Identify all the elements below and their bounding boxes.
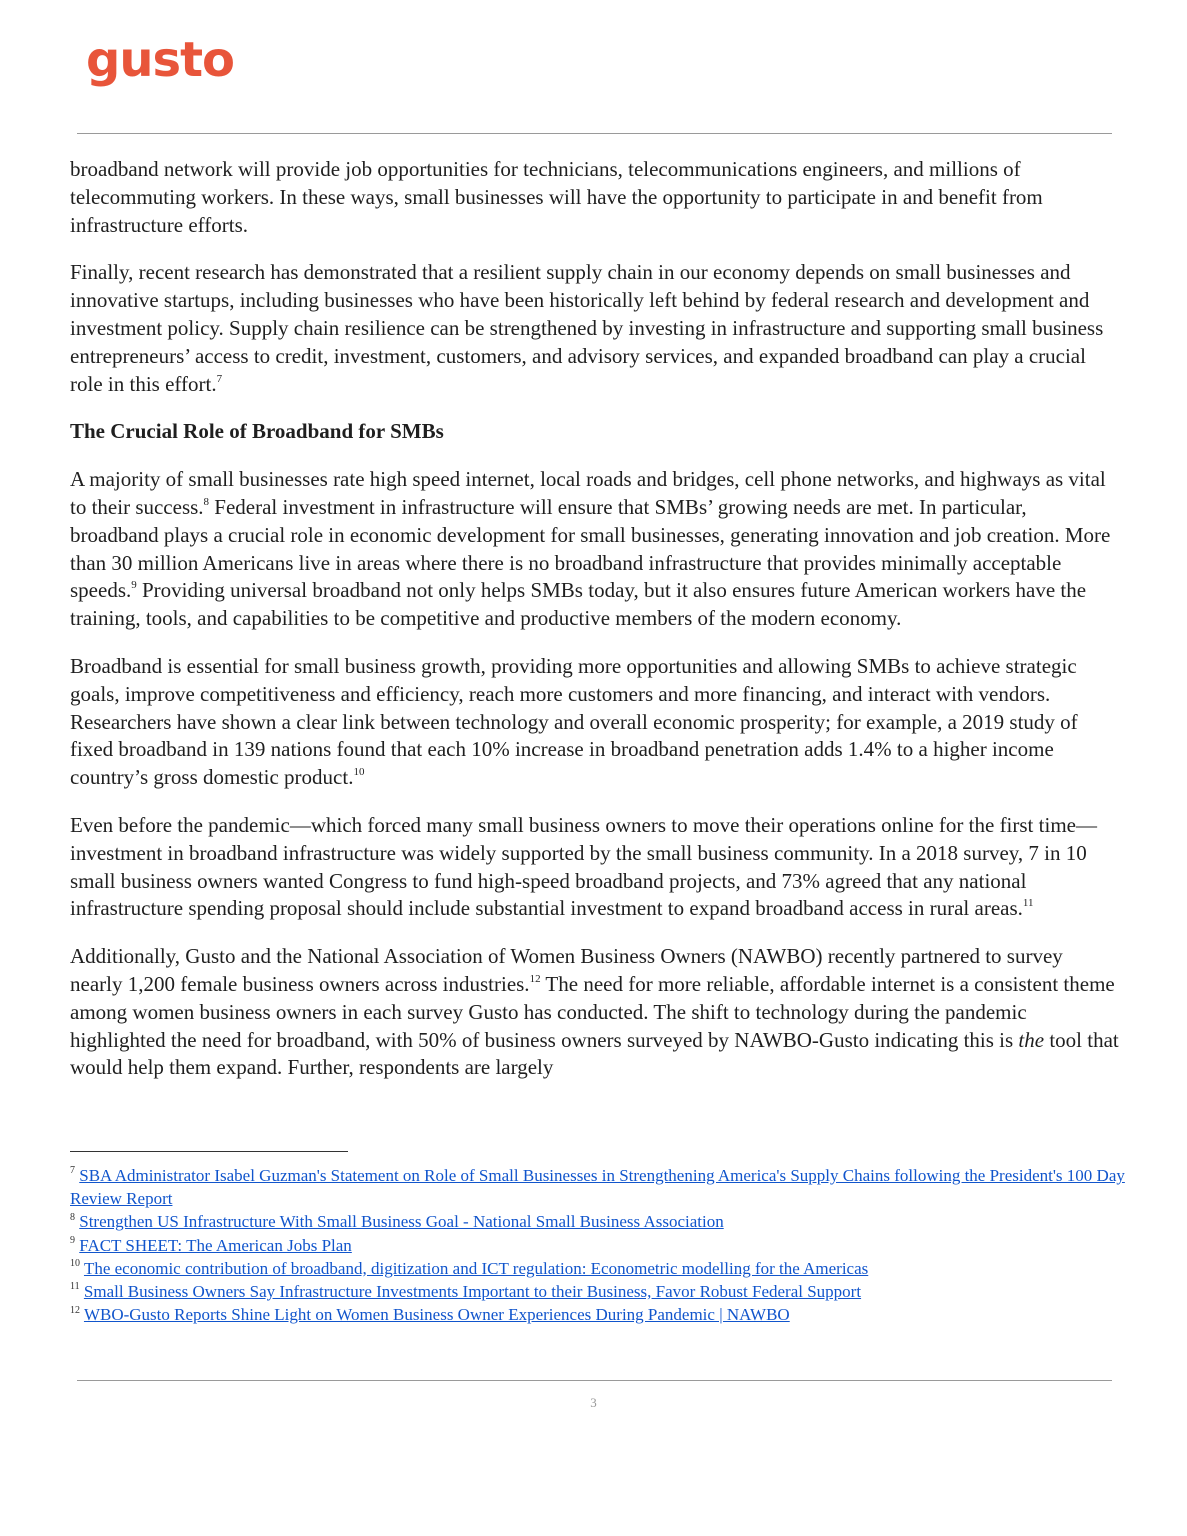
footnote-ref-9[interactable]: 9 bbox=[131, 579, 137, 592]
body-text bbox=[70, 156, 1120, 1102]
footnote-link-10[interactable]: The economic contribution of broadband, digitization and ICT regulation: Econometric modelling for the Americas bbox=[83, 1258, 869, 1278]
footnote-8: $^8$ Strengthen US Infrastructure With Small Business Goal - National Small Business Association bbox=[70, 1211, 724, 1232]
paragraph-2: Finally, recent research has demonstrated that a resilient supply chain in our economy depends on small businesses and innovative startups, including businesses who have been historically left behind by federal research and development and investment policy. Supply chain resilience can be strengthened by investing in infrastructure and supporting small business entrepreneurs’ access to credit, investment, customers, and advisory services, and expanded broadband can play a crucial role in this effort.$^7$ bbox=[70, 260, 1104, 396]
footer-divider bbox=[77, 1380, 1112, 1381]
footnote-link-11[interactable]: Small Business Owners Say Infrastructure Investments Important to their Business, Favor Robust Federal Support bbox=[83, 1282, 862, 1302]
footnote-link-7[interactable]: SBA Administrator Isabel Guzman's Statement on Role of Small Businesses in Strengthening America's Supply Chains following the President's 100 Day Review Report bbox=[70, 1166, 1125, 1209]
paragraph-3: A majority of small businesses rate high speed internet, local roads and bridges, cell phone networks, and highways as vital to their success.$^8$ Federal investment in infrastructure will ensure that SMBs’ growing needs are met. In particular, broadband plays a crucial role in economic development for small businesses, generating innovation and job creation. More than 30 million Americans live in areas where there is no broadband infrastructure that provides minimally acceptable speeds.$^9$ Providing universal broadband not only helps SMBs today, but it also ensures future American workers have the training, tools, and capabilities to be competitive and productive members of the modern economy. bbox=[70, 467, 1111, 631]
footnote-9: $^9$ FACT SHEET: The American Jobs Plan bbox=[70, 1234, 352, 1255]
footnote-12: $^{12}$ WBO-Gusto Reports Shine Light on Women Business Owner Experiences During Pandemic | NAWBO bbox=[70, 1304, 790, 1325]
footnotes bbox=[70, 1164, 1130, 1326]
page-number: 3 bbox=[590, 1395, 597, 1410]
section-heading: The Crucial Role of Broadband for SMBs bbox=[70, 419, 444, 444]
footnote-7: $^7$ SBA Administrator Isabel Guzman's Statement on Role of Small Businesses in Strengthening America's Supply Chains following the President's 100 Day Review Report bbox=[70, 1165, 1125, 1209]
footnote-ref-10[interactable]: 10 bbox=[353, 766, 365, 779]
footnote-ref-7[interactable]: 7 bbox=[216, 372, 223, 385]
footnote-ref-12[interactable]: 12 bbox=[529, 972, 541, 985]
footnote-link-9[interactable]: FACT SHEET: The American Jobs Plan bbox=[79, 1235, 352, 1255]
footnote-separator bbox=[70, 1151, 348, 1152]
footnote-link-12[interactable]: WBO-Gusto Reports Shine Light on Women Business Owner Experiences During Pandemic | NAWBO bbox=[83, 1305, 790, 1325]
paragraph-1: broadband network will provide job opportunities for technicians, telecommunications engineers, and millions of telecommuting workers. In these ways, small businesses will have the opportunity to participate in and benefit from infrastructure efforts. bbox=[70, 157, 1043, 237]
paragraph-6: Additionally, Gusto and the National Association of Women Business Owners (NAWBO) recently partnered to survey nearly 1,200 female business owners across industries.$^{12}$ The need for more reliable, affordable internet is a consistent theme among women business owners in each survey Gusto has conducted. The shift to technology during the pandemic highlighted the need for broadband, with 50% of business owners surveyed by NAWBO-Gusto indicating this is the tool that would help them expand. Further, respondents are largely bbox=[70, 944, 1119, 1080]
paragraph-5: Even before the pandemic—which forced many small business owners to move their operations online for the first time—investment in broadband infrastructure was widely supported by the small business community. In a 2018 survey, 7 in 10 small business owners wanted Congress to fund high-speed broadband projects, and 73% agreed that any national infrastructure spending proposal should include substantial investment to expand broadband access in rural areas.$^{11}$ bbox=[70, 812, 1097, 921]
header-divider bbox=[77, 133, 1112, 134]
footnote-11: $^{11}$ Small Business Owners Say Infrastructure Investments Important to their Business, Favor Robust Federal Support bbox=[70, 1281, 862, 1302]
footnote-ref-11[interactable]: 11 bbox=[1022, 897, 1034, 910]
footnote-ref-8[interactable]: 8 bbox=[203, 495, 210, 508]
footnote-10: $^{10}$ The economic contribution of broadband, digitization and ICT regulation: Econometric modelling for the Americas bbox=[70, 1258, 869, 1278]
footnote-link-8[interactable]: Strengthen US Infrastructure With Small Business Goal - National Small Business Association bbox=[79, 1212, 724, 1232]
paragraph-4: Broadband is essential for small business growth, providing more opportunities and allowing SMBs to achieve strategic goals, improve competitiveness and efficiency, reach more customers and more financing, and interact with vendors. Researchers have shown a clear link between technology and overall economic prosperity; for example, a 2019 study of fixed broadband in 139 nations found that each 10% increase in broadband penetration adds 1.4% to a higher income country’s gross domestic product.$^{10}$ bbox=[70, 653, 1078, 790]
gusto-logo: gusto bbox=[86, 32, 235, 88]
